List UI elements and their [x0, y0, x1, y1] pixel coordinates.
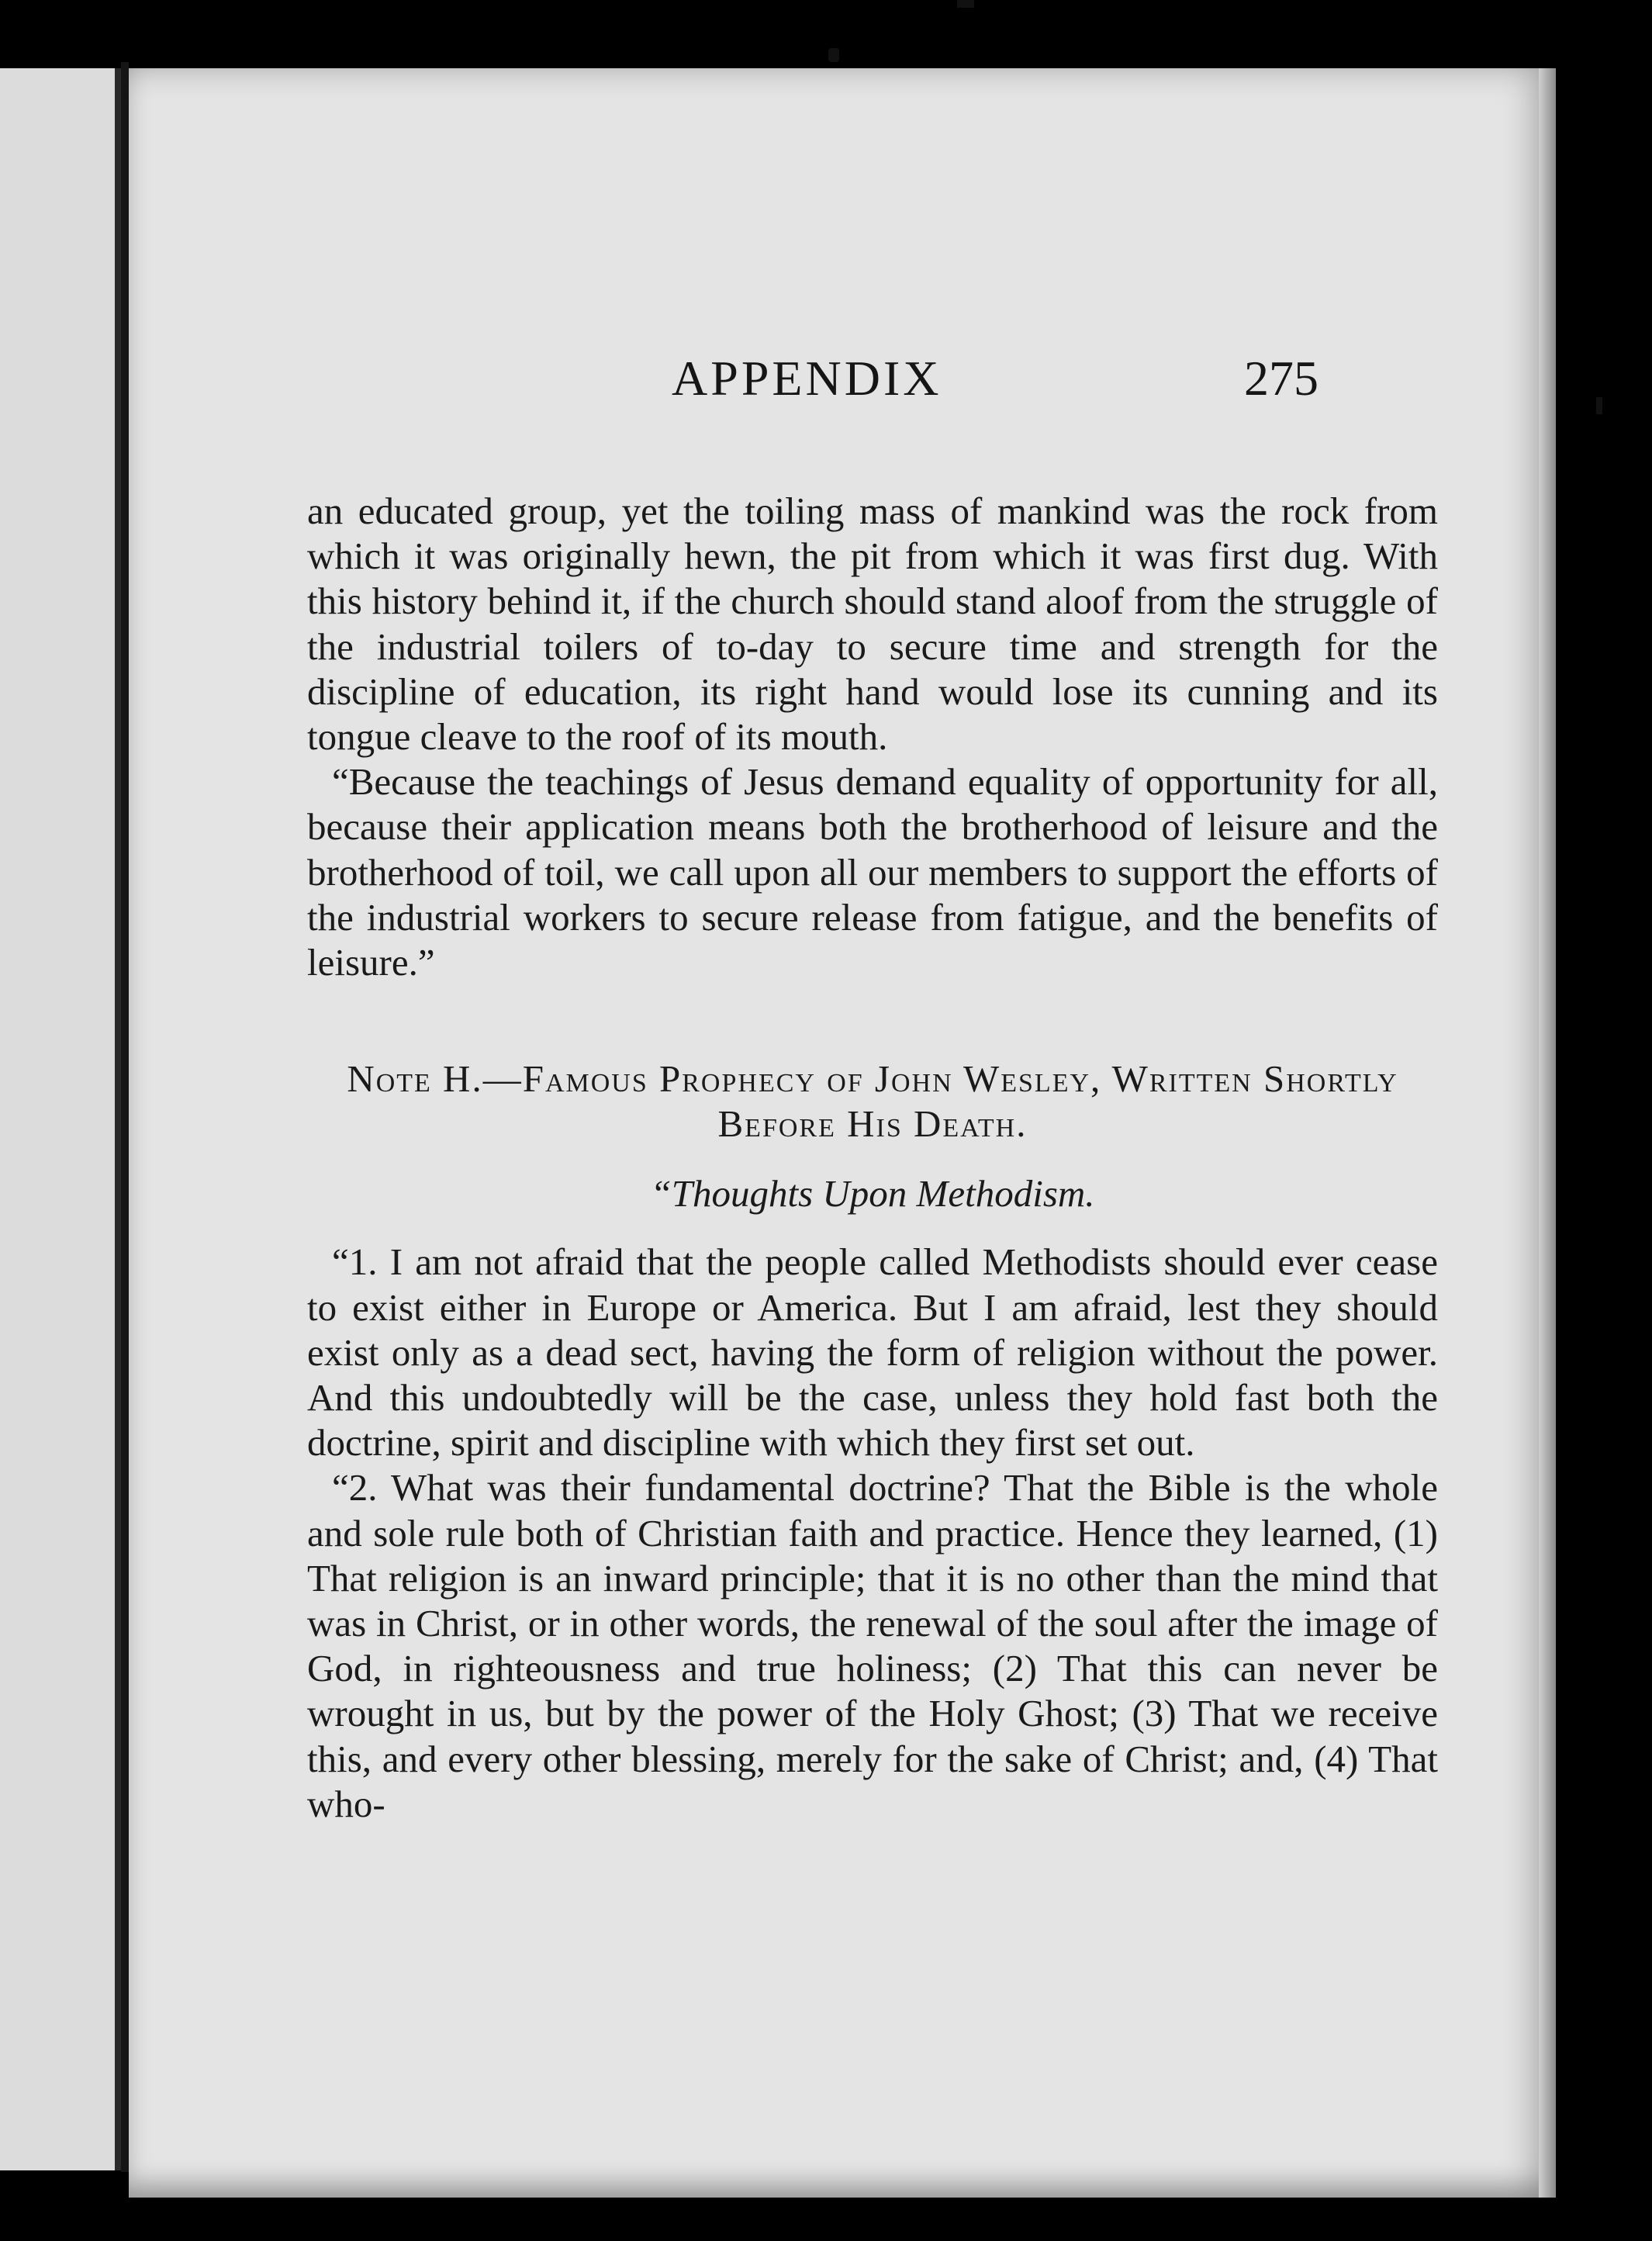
scan-artifact [957, 0, 974, 8]
paragraph: an educated group, yet the toiling mass of mankind was the rock from which it was originally hewn, the pit from which it was first dug. With this history behind it, if the church should stand aloof from the struggle of the industrial toilers of to-day to secure time and strength for the discipline of education, its right hand would lose its cunning and its tongue cleave to the roof of its mouth. [307, 489, 1438, 759]
book-spine [121, 62, 129, 2172]
page-number: 275 [1244, 351, 1318, 406]
paragraph: “1. I am not afraid that the people called Methodists should ever cease to exist either in Europe or America. But I am afraid, lest they should exist only as a dead sect, having the form of religion without the power. And this undoubtedly will be the case, unless they hold fast both the doctrine, spirit and discipline with which they first set out. [307, 1240, 1438, 1465]
previous-page-edge [0, 68, 121, 2170]
scan-artifact [828, 48, 839, 62]
paragraph: “Because the teachings of Jesus demand equality of opportunity for all, because their application means both the brotherhood of leisure and the brotherhood of toil, we call upon all our members to support the efforts of the industrial workers to secure release from fatigue, and the benefits of leisure.” [307, 760, 1438, 984]
page-body [307, 489, 1438, 1827]
page-title: APPENDIX [672, 351, 942, 406]
book-page [129, 68, 1556, 2198]
paragraph: “2. What was their fundamental doctrine? That the Bible is the whole and sole rule both of Christian faith and practice. Hence they learned, (1) That religion is an inward principle; that it is no other than the mind that was in Christ, or in other words, the renewal of the soul after the image of God, in righteousness and true holiness; (2) That this can never be wrought in us, but by the power of the Holy Ghost; (3) That we receive this, and every other blessing, merely for the sake of Christ; and, (4) That who- [307, 1466, 1438, 1825]
note-heading: Note H.—Famous Prophecy of John Wesley, Written Shortly Before His Death. [347, 1057, 1398, 1146]
running-head [129, 332, 1556, 425]
sub-heading: “Thoughts Upon Methodism. [650, 1172, 1095, 1216]
scan-artifact [1596, 397, 1602, 414]
